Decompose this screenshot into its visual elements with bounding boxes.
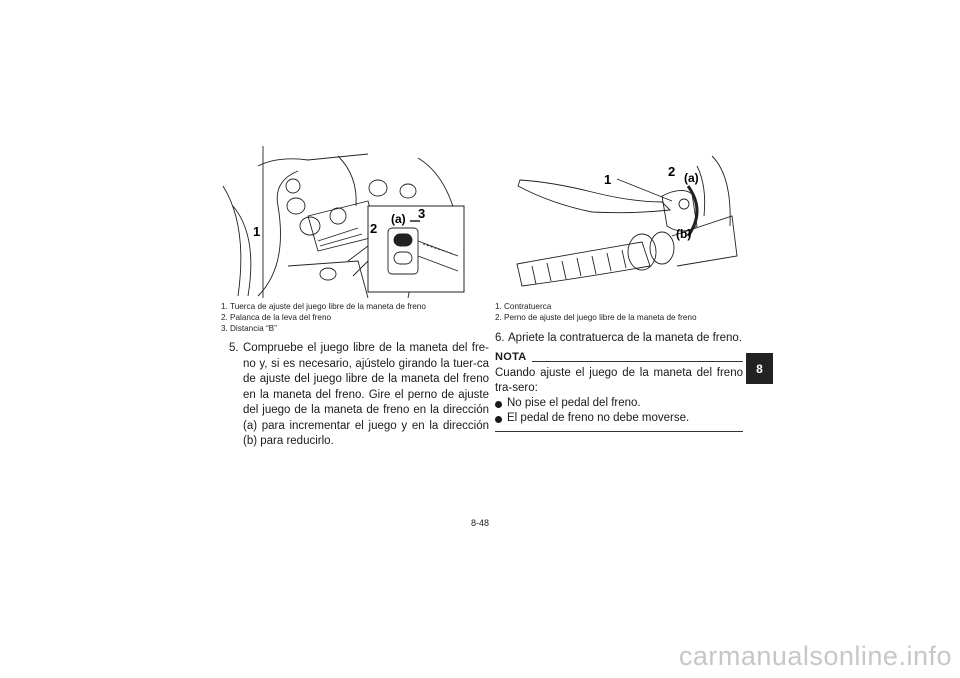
step-text: Compruebe el juego libre de la maneta del fre-no y, si es necesario, ajústelo girando la tuer-ca de ajuste del juego libre de la maneta del freno en la maneta del freno. Gire el perno de ajuste del juego de la maneta de freno en la dirección (a) para incrementar el juego y en la dirección (b) para reducirlo.: [243, 342, 489, 447]
label-2: 2: [370, 221, 378, 236]
note-divider: [532, 361, 743, 362]
brake-cam-lever-illustration: [218, 146, 470, 298]
label-1: 1: [604, 172, 612, 187]
figure-caption-left: [218, 301, 474, 334]
note-body: Cuando ajuste el juego de la maneta del freno tra-sero:: [495, 367, 743, 394]
caption-item: 1. Contratuerca: [495, 302, 552, 311]
instruction-step-6: [495, 331, 758, 347]
label-a: (a): [391, 212, 406, 226]
caption-item: 2. Perno de ajuste del juego libre de la maneta de freno: [495, 313, 697, 322]
page-number: 8-48: [470, 518, 489, 528]
caption-item: 1. Tuerca de ajuste del juego libre de la maneta de freno: [221, 302, 426, 311]
bullet-icon: [495, 401, 502, 408]
label-2: 2: [668, 164, 676, 179]
note-divider: [495, 431, 743, 432]
label-a: (a): [684, 171, 699, 185]
note-bullet: El pedal de freno no debe moverse.: [495, 411, 743, 426]
label-3: 3: [418, 206, 426, 221]
note-bullet: No pise el pedal del freno.: [495, 396, 743, 411]
caption-item: 3. Distancia “B”: [221, 324, 277, 333]
bullet-icon: [495, 416, 502, 423]
figure-caption-right: [492, 301, 744, 323]
step-number: 5.: [229, 342, 239, 354]
section-tab: 8: [746, 353, 773, 384]
instruction-step-5: [229, 341, 489, 450]
label-1: 1: [253, 224, 261, 239]
watermark: carmanualsonline.info: [678, 641, 952, 671]
note-title: NOTA: [495, 351, 527, 363]
note-box: [495, 350, 743, 432]
step-number: 6.: [495, 332, 505, 344]
caption-item: 2. Palanca de la leva del freno: [221, 313, 332, 322]
label-b: (b): [676, 227, 692, 241]
brake-lever-illustration: [492, 146, 742, 296]
step-text: Apriete la contratuerca de la maneta de freno.: [508, 332, 742, 344]
